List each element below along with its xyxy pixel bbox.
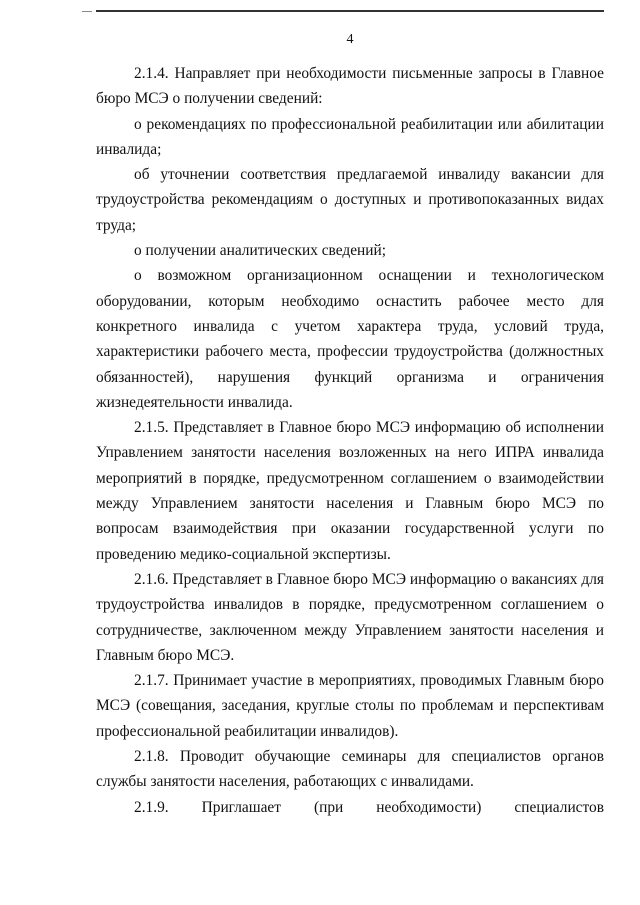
paragraph-item-rehabilitation: о рекомендациях по профессиональной реабилитации или абилитации инвалида;	[96, 115, 604, 158]
paragraph-item-analytics: о получении аналитических сведений;	[134, 242, 387, 260]
page-number: 4	[346, 32, 354, 47]
paragraph-2-1-8: 2.1.8. Проводит обучающие семинары для специалистов органов службы занятости населения, работающих с инвалидами.	[96, 748, 604, 791]
scan-mark	[82, 11, 92, 12]
paragraph-2-1-6: 2.1.6. Представляет в Главное бюро МСЭ информацию о вакансиях для трудоустройства инвалидов в порядке, предусмотренном соглашением о сотрудничестве, заключенном между Управлением занятости населения и Главным бюро МСЭ.	[96, 570, 604, 664]
top-border-line	[96, 10, 604, 12]
paragraph-2-1-7: 2.1.7. Принимает участие в мероприятиях, проводимых Главным бюро МСЭ (совещания, заседания, круглые столы по проблемам и перспективам профессиональной реабилитации инвалидов).	[96, 672, 604, 740]
paragraph-2-1-9: 2.1.9. Приглашает (при необходимости) специалистов	[134, 798, 604, 816]
paragraph-2-1-5: 2.1.5. Представляет в Главное бюро МСЭ информацию об исполнении Управлением занятости населения возложенных на него ИПРА инвалида мероприятий в порядке, предусмотренном соглашением о взаимодействии между Управлением занятости населения и Главным бюро МСЭ по вопросам взаимодействия при оказании государственной услуги по проведению медико-социальной экспертизы.	[96, 419, 604, 563]
paragraph-item-vacancy: об уточнении соответствия предлагаемой инвалиду вакансии для трудоустройства рекомендациям о доступных и противопоказанных видах труда;	[96, 166, 604, 234]
paragraph-item-equipment: о возможном организационном оснащении и технологическом оборудовании, которым необходимо оснастить рабочее место для конкретного инвалида с учетом характера труда, условий труда, характеристики рабочего места, профессии трудоустройства (должностных обязанностей), нарушения функций организма и ограничения жизнедеятельности инвалида.	[96, 267, 604, 411]
document-body	[96, 61, 604, 820]
paragraph-2-1-4: 2.1.4. Направляет при необходимости письменные запросы в Главное бюро МСЭ о получении сведений:	[96, 65, 604, 108]
